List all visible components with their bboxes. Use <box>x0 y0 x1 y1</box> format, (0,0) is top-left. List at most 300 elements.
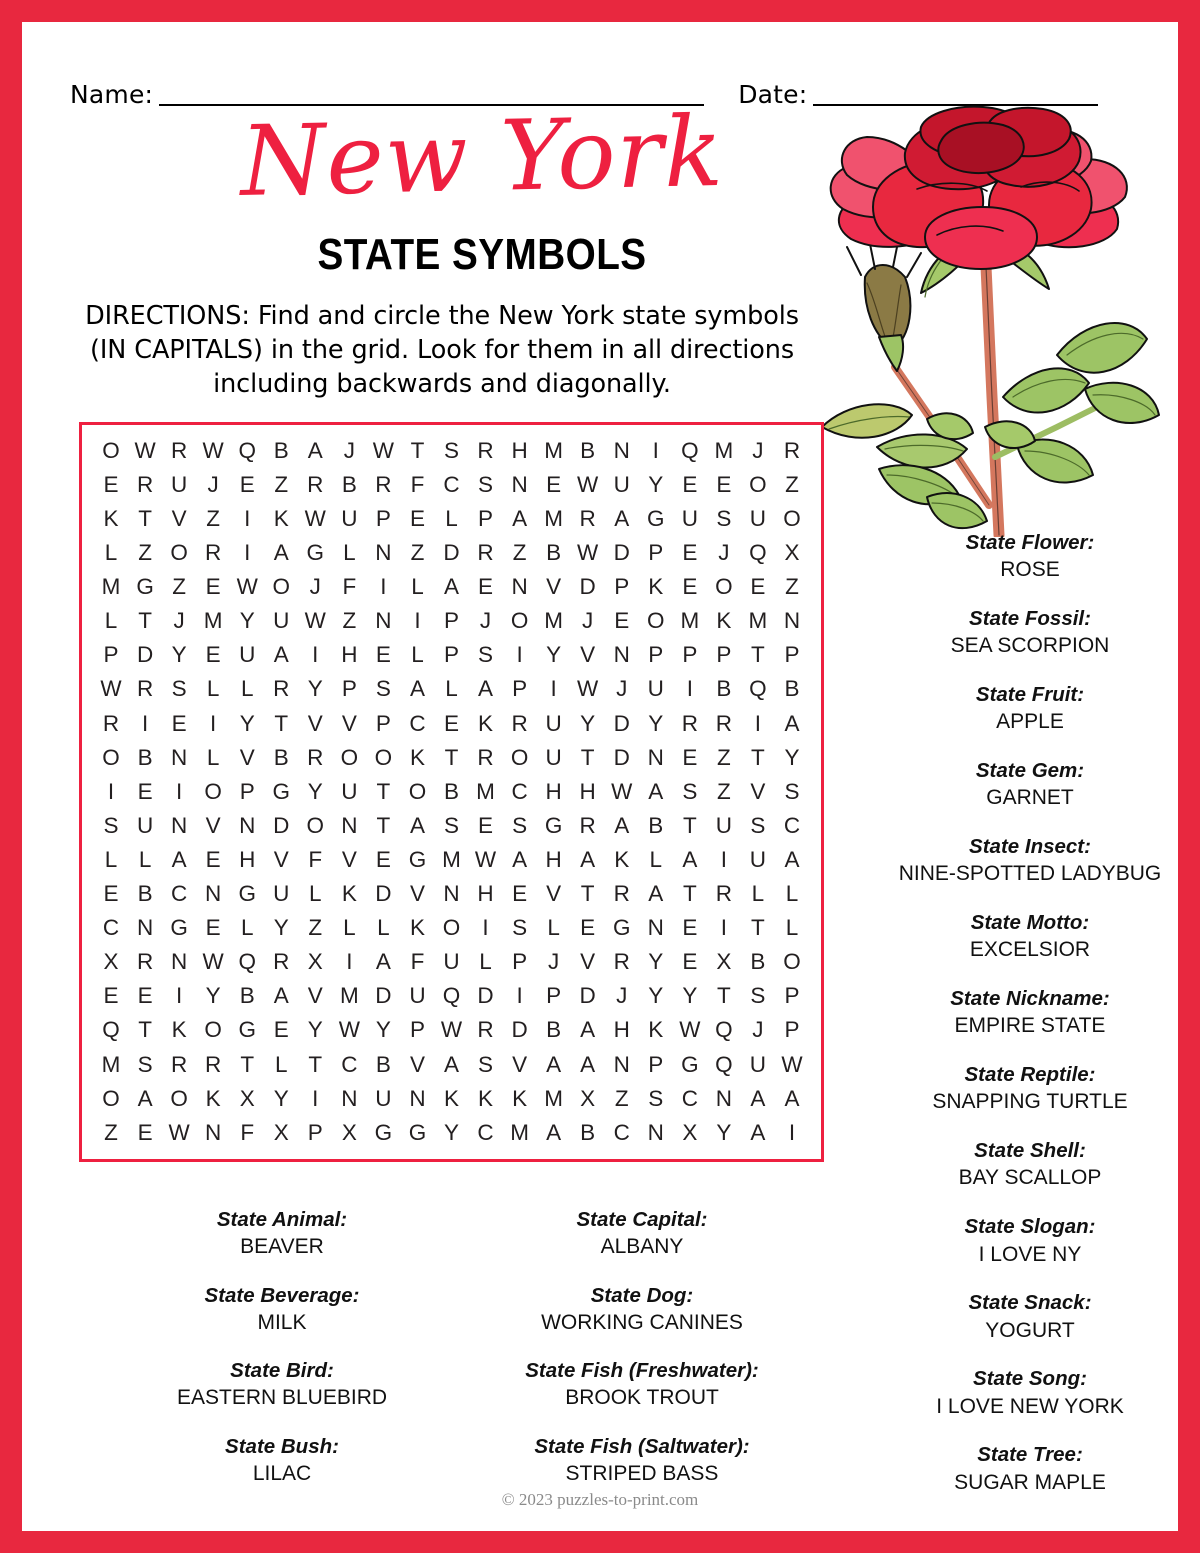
grid-cell-r15-c21[interactable]: L <box>785 915 799 941</box>
grid-cell-r3-c10[interactable]: E <box>409 505 425 531</box>
grid-cell-r19-c6[interactable]: L <box>275 1051 288 1077</box>
grid-cell-r2-c21[interactable]: Z <box>785 471 799 497</box>
word-list-answer[interactable]: EASTERN BLUEBIRD <box>176 1386 388 1410</box>
grid-cell-r12-c4[interactable]: V <box>205 812 221 838</box>
grid-cell-r2-c2[interactable]: R <box>136 471 154 497</box>
grid-cell-r18-c9[interactable]: Y <box>375 1017 391 1043</box>
grid-cell-r18-c11[interactable]: W <box>440 1017 463 1043</box>
grid-cell-r17-c15[interactable]: D <box>579 983 596 1009</box>
grid-cell-r14-c14[interactable]: V <box>546 881 562 907</box>
grid-cell-r19-c16[interactable]: N <box>613 1051 630 1077</box>
grid-cell-r10-c16[interactable]: D <box>613 744 630 770</box>
word-search-grid[interactable] <box>94 434 809 1150</box>
grid-cell-r9-c15[interactable]: Y <box>580 710 596 736</box>
grid-cell-r16-c5[interactable]: Q <box>238 949 256 975</box>
grid-cell-r5-c16[interactable]: P <box>614 574 630 600</box>
grid-cell-r5-c8[interactable]: F <box>342 574 357 600</box>
grid-cell-r20-c15[interactable]: X <box>580 1085 596 1111</box>
grid-cell-r8-c12[interactable]: A <box>478 676 494 702</box>
grid-cell-r21-c19[interactable]: Y <box>716 1119 732 1145</box>
grid-cell-r8-c9[interactable]: S <box>375 676 391 702</box>
grid-cell-r10-c6[interactable]: B <box>273 744 289 770</box>
grid-cell-r17-c9[interactable]: D <box>375 983 392 1009</box>
grid-cell-r14-c1[interactable]: E <box>103 881 119 907</box>
grid-cell-r21-c21[interactable]: I <box>788 1119 796 1145</box>
grid-cell-r19-c3[interactable]: R <box>170 1051 188 1077</box>
grid-cell-r9-c16[interactable]: D <box>613 710 630 736</box>
grid-cell-r5-c13[interactable]: N <box>511 574 528 600</box>
grid-cell-r11-c12[interactable]: M <box>476 778 495 804</box>
grid-cell-r18-c20[interactable]: J <box>752 1017 764 1043</box>
grid-cell-r4-c3[interactable]: O <box>170 540 188 566</box>
grid-cell-r9-c21[interactable]: A <box>784 710 800 736</box>
grid-cell-r6-c17[interactable]: O <box>647 608 665 634</box>
grid-cell-r15-c3[interactable]: G <box>170 915 188 941</box>
grid-cell-r20-c17[interactable]: S <box>648 1085 664 1111</box>
grid-cell-r19-c2[interactable]: S <box>137 1051 153 1077</box>
grid-cell-r17-c6[interactable]: A <box>273 983 289 1009</box>
grid-cell-r12-c5[interactable]: N <box>239 812 256 838</box>
grid-cell-r3-c7[interactable]: W <box>304 505 326 531</box>
grid-cell-r9-c17[interactable]: Y <box>648 710 664 736</box>
grid-cell-r14-c5[interactable]: G <box>238 881 256 907</box>
grid-cell-r16-c12[interactable]: L <box>479 949 492 975</box>
grid-cell-r18-c15[interactable]: A <box>580 1017 596 1043</box>
grid-cell-r17-c4[interactable]: Y <box>205 983 221 1009</box>
grid-cell-r19-c17[interactable]: P <box>648 1051 664 1077</box>
grid-cell-r8-c5[interactable]: L <box>240 676 254 702</box>
grid-cell-r3-c9[interactable]: P <box>375 505 391 531</box>
grid-cell-r2-c4[interactable]: J <box>207 471 219 497</box>
word-list-answer[interactable]: NINE-SPOTTED LADYBUG <box>898 862 1162 886</box>
grid-cell-r17-c21[interactable]: P <box>784 983 800 1009</box>
grid-cell-r1-c6[interactable]: B <box>273 437 289 463</box>
grid-cell-r6-c8[interactable]: Z <box>342 608 357 634</box>
grid-cell-r11-c11[interactable]: B <box>443 778 459 804</box>
grid-cell-r2-c18[interactable]: E <box>682 471 698 497</box>
grid-cell-r17-c14[interactable]: P <box>546 983 562 1009</box>
grid-cell-r8-c1[interactable]: W <box>100 676 122 702</box>
grid-cell-r11-c18[interactable]: S <box>682 778 698 804</box>
grid-cell-r16-c21[interactable]: O <box>783 949 801 975</box>
grid-cell-r3-c4[interactable]: Z <box>206 505 221 531</box>
grid-cell-r13-c17[interactable]: L <box>649 846 663 872</box>
grid-cell-r4-c21[interactable]: X <box>784 540 800 566</box>
grid-cell-r6-c15[interactable]: J <box>582 608 594 634</box>
grid-cell-r9-c1[interactable]: R <box>102 710 120 736</box>
word-list-answer[interactable]: MILK <box>257 1310 307 1334</box>
grid-cell-r9-c19[interactable]: R <box>715 710 732 736</box>
grid-cell-r1-c18[interactable]: Q <box>681 437 699 463</box>
grid-cell-r15-c11[interactable]: O <box>442 915 461 941</box>
grid-cell-r6-c6[interactable]: U <box>273 608 290 634</box>
grid-cell-r18-c2[interactable]: T <box>138 1017 152 1043</box>
grid-cell-r6-c14[interactable]: M <box>544 608 563 634</box>
grid-cell-r1-c14[interactable]: M <box>544 437 563 463</box>
grid-cell-r21-c8[interactable]: X <box>341 1119 357 1145</box>
grid-cell-r15-c9[interactable]: L <box>377 915 390 941</box>
grid-cell-r20-c3[interactable]: O <box>170 1085 188 1111</box>
grid-cell-r3-c12[interactable]: P <box>478 505 494 531</box>
grid-cell-r13-c7[interactable]: F <box>308 846 323 872</box>
grid-cell-r12-c7[interactable]: O <box>306 812 325 838</box>
grid-cell-r7-c9[interactable]: E <box>375 642 391 668</box>
grid-cell-r6-c7[interactable]: W <box>304 608 326 634</box>
grid-cell-r13-c1[interactable]: L <box>104 846 118 872</box>
grid-cell-r1-c21[interactable]: R <box>783 437 801 463</box>
grid-cell-r19-c4[interactable]: R <box>205 1051 222 1077</box>
word-list-answer[interactable]: APPLE <box>996 710 1064 734</box>
grid-cell-r1-c12[interactable]: R <box>477 437 494 463</box>
word-list-answer[interactable]: ROSE <box>1000 558 1060 582</box>
grid-cell-r4-c10[interactable]: Z <box>410 540 425 566</box>
grid-cell-r1-c2[interactable]: W <box>134 437 156 463</box>
grid-cell-r13-c18[interactable]: A <box>682 846 698 872</box>
grid-cell-r14-c7[interactable]: L <box>309 881 322 907</box>
grid-cell-r13-c2[interactable]: L <box>138 846 152 872</box>
grid-cell-r18-c5[interactable]: G <box>238 1017 256 1043</box>
grid-cell-r11-c9[interactable]: T <box>376 778 391 804</box>
grid-cell-r13-c21[interactable]: A <box>784 846 800 872</box>
grid-cell-r15-c8[interactable]: L <box>343 915 356 941</box>
grid-cell-r8-c6[interactable]: R <box>273 676 290 702</box>
grid-cell-r9-c14[interactable]: U <box>545 710 562 736</box>
grid-cell-r5-c4[interactable]: E <box>205 574 221 600</box>
grid-cell-r16-c16[interactable]: R <box>613 949 630 975</box>
grid-cell-r7-c13[interactable]: I <box>516 642 523 668</box>
grid-cell-r9-c6[interactable]: T <box>274 710 289 736</box>
grid-cell-r15-c6[interactable]: Y <box>273 915 289 941</box>
grid-cell-r17-c10[interactable]: U <box>409 983 426 1009</box>
grid-cell-r10-c9[interactable]: O <box>374 744 393 770</box>
grid-cell-r15-c16[interactable]: G <box>612 915 631 941</box>
grid-cell-r9-c4[interactable]: I <box>210 710 217 736</box>
grid-cell-r16-c6[interactable]: R <box>273 949 290 975</box>
grid-cell-r15-c4[interactable]: E <box>205 915 221 941</box>
grid-cell-r4-c17[interactable]: P <box>648 540 664 566</box>
grid-cell-r10-c20[interactable]: T <box>751 744 765 770</box>
grid-cell-r1-c15[interactable]: B <box>580 437 596 463</box>
grid-cell-r19-c11[interactable]: A <box>443 1051 459 1077</box>
grid-cell-r11-c2[interactable]: E <box>137 778 153 804</box>
grid-cell-r12-c13[interactable]: S <box>512 812 528 838</box>
grid-cell-r12-c16[interactable]: A <box>614 812 630 838</box>
grid-cell-r1-c11[interactable]: S <box>443 437 459 463</box>
grid-cell-r21-c15[interactable]: B <box>580 1119 596 1145</box>
grid-cell-r7-c14[interactable]: Y <box>546 642 562 668</box>
word-list-answer[interactable]: BAY SCALLOP <box>958 1166 1102 1190</box>
grid-cell-r8-c4[interactable]: L <box>206 676 220 702</box>
grid-cell-r21-c4[interactable]: N <box>205 1119 222 1145</box>
grid-cell-r3-c21[interactable]: O <box>783 505 801 531</box>
grid-cell-r4-c6[interactable]: A <box>273 540 289 566</box>
grid-cell-r15-c19[interactable]: I <box>720 915 727 941</box>
grid-cell-r17-c13[interactable]: I <box>516 983 523 1009</box>
grid-cell-r4-c15[interactable]: W <box>577 540 599 566</box>
grid-cell-r5-c11[interactable]: A <box>443 574 459 600</box>
grid-cell-r6-c9[interactable]: N <box>375 608 392 634</box>
grid-cell-r5-c3[interactable]: Z <box>172 574 186 600</box>
grid-cell-r4-c5[interactable]: I <box>244 540 251 566</box>
grid-cell-r6-c12[interactable]: J <box>479 608 492 634</box>
grid-cell-r20-c6[interactable]: Y <box>273 1085 289 1111</box>
grid-cell-r18-c1[interactable]: Q <box>102 1017 120 1043</box>
grid-cell-r8-c21[interactable]: B <box>784 676 800 702</box>
grid-cell-r8-c20[interactable]: Q <box>749 676 767 702</box>
grid-cell-r5-c14[interactable]: V <box>546 574 562 600</box>
grid-cell-r19-c20[interactable]: U <box>749 1051 767 1077</box>
grid-cell-r8-c2[interactable]: R <box>136 676 154 702</box>
grid-cell-r21-c17[interactable]: N <box>647 1119 664 1145</box>
word-list-answer[interactable]: BROOK TROUT <box>565 1386 719 1410</box>
grid-cell-r9-c9[interactable]: P <box>375 710 391 736</box>
grid-cell-r14-c12[interactable]: H <box>477 881 494 907</box>
grid-cell-r14-c18[interactable]: T <box>682 881 697 907</box>
grid-cell-r11-c21[interactable]: S <box>784 778 800 804</box>
grid-cell-r19-c19[interactable]: Q <box>715 1051 733 1077</box>
grid-cell-r3-c5[interactable]: I <box>244 505 251 531</box>
grid-cell-r12-c21[interactable]: C <box>783 812 801 838</box>
grid-cell-r10-c2[interactable]: B <box>137 744 153 770</box>
grid-cell-r3-c11[interactable]: L <box>445 505 458 531</box>
grid-cell-r7-c3[interactable]: Y <box>171 642 187 668</box>
grid-cell-r14-c9[interactable]: D <box>375 881 392 907</box>
grid-cell-r3-c20[interactable]: U <box>749 505 767 531</box>
grid-cell-r17-c16[interactable]: J <box>616 983 628 1009</box>
grid-cell-r21-c2[interactable]: E <box>137 1119 153 1145</box>
grid-cell-r1-c9[interactable]: W <box>372 437 395 463</box>
grid-cell-r18-c17[interactable]: K <box>648 1017 664 1043</box>
grid-cell-r14-c17[interactable]: A <box>648 881 664 907</box>
grid-cell-r1-c17[interactable]: I <box>652 437 659 463</box>
grid-cell-r1-c10[interactable]: T <box>410 437 425 463</box>
grid-cell-r12-c9[interactable]: T <box>376 812 391 838</box>
grid-cell-r8-c13[interactable]: P <box>512 676 528 702</box>
grid-cell-r6-c5[interactable]: Y <box>239 608 255 634</box>
grid-cell-r10-c3[interactable]: N <box>170 744 188 770</box>
grid-cell-r8-c19[interactable]: B <box>716 676 732 702</box>
word-list-answer[interactable]: I LOVE NY <box>978 1242 1082 1266</box>
grid-cell-r13-c15[interactable]: A <box>580 846 596 872</box>
grid-cell-r6-c2[interactable]: T <box>138 608 152 634</box>
grid-cell-r9-c3[interactable]: E <box>171 710 187 736</box>
grid-cell-r11-c13[interactable]: C <box>511 778 528 804</box>
grid-cell-r8-c10[interactable]: A <box>409 676 425 702</box>
word-list-answer[interactable]: LILAC <box>252 1461 312 1485</box>
grid-cell-r6-c1[interactable]: L <box>104 608 118 634</box>
grid-cell-r10-c13[interactable]: O <box>510 744 529 770</box>
grid-cell-r16-c18[interactable]: E <box>682 949 698 975</box>
grid-cell-r13-c14[interactable]: H <box>545 846 562 872</box>
grid-cell-r2-c12[interactable]: S <box>478 471 494 497</box>
grid-cell-r19-c10[interactable]: V <box>409 1051 425 1077</box>
grid-cell-r3-c13[interactable]: A <box>512 505 528 531</box>
grid-cell-r21-c14[interactable]: A <box>546 1119 562 1145</box>
grid-cell-r20-c19[interactable]: N <box>715 1085 732 1111</box>
word-list-answer[interactable]: SNAPPING TURTLE <box>932 1090 1128 1114</box>
grid-cell-r8-c17[interactable]: U <box>647 676 664 702</box>
grid-cell-r14-c10[interactable]: V <box>409 881 425 907</box>
grid-cell-r21-c7[interactable]: P <box>307 1119 323 1145</box>
grid-cell-r10-c17[interactable]: N <box>647 744 664 770</box>
grid-cell-r14-c3[interactable]: C <box>170 881 188 907</box>
grid-cell-r13-c3[interactable]: A <box>171 846 187 872</box>
grid-cell-r12-c10[interactable]: A <box>409 812 425 838</box>
grid-cell-r18-c19[interactable]: Q <box>715 1017 733 1043</box>
word-list-answer[interactable]: YOGURT <box>985 1318 1075 1342</box>
grid-cell-r4-c8[interactable]: L <box>343 540 356 566</box>
grid-cell-r18-c18[interactable]: W <box>679 1017 701 1043</box>
grid-cell-r17-c17[interactable]: Y <box>648 983 664 1009</box>
grid-cell-r7-c15[interactable]: V <box>580 642 596 668</box>
grid-cell-r2-c20[interactable]: O <box>749 471 767 497</box>
grid-cell-r7-c18[interactable]: P <box>682 642 698 668</box>
grid-cell-r16-c13[interactable]: P <box>512 949 528 975</box>
grid-cell-r1-c19[interactable]: M <box>714 437 734 463</box>
grid-cell-r6-c21[interactable]: N <box>783 608 801 634</box>
grid-cell-r18-c10[interactable]: P <box>409 1017 425 1043</box>
grid-cell-r2-c14[interactable]: E <box>546 471 562 497</box>
grid-cell-r13-c9[interactable]: E <box>375 846 391 872</box>
grid-cell-r5-c5[interactable]: W <box>236 574 258 600</box>
grid-cell-r17-c7[interactable]: V <box>307 983 323 1009</box>
grid-cell-r2-c16[interactable]: U <box>613 471 630 497</box>
grid-cell-r10-c15[interactable]: T <box>580 744 595 770</box>
grid-cell-r15-c15[interactable]: E <box>580 915 596 941</box>
word-list-answer[interactable]: STRIPED BASS <box>565 1461 719 1485</box>
grid-cell-r13-c10[interactable]: G <box>408 846 427 872</box>
grid-cell-r11-c3[interactable]: I <box>175 778 183 804</box>
grid-cell-r17-c1[interactable]: E <box>103 983 119 1009</box>
grid-cell-r3-c8[interactable]: U <box>341 505 358 531</box>
grid-cell-r16-c2[interactable]: R <box>136 949 154 975</box>
grid-cell-r12-c12[interactable]: E <box>478 812 494 838</box>
grid-cell-r15-c7[interactable]: Z <box>308 915 323 941</box>
grid-cell-r17-c5[interactable]: B <box>239 983 255 1009</box>
grid-cell-r10-c18[interactable]: E <box>682 744 698 770</box>
grid-cell-r8-c14[interactable]: I <box>550 676 557 702</box>
grid-cell-r18-c14[interactable]: B <box>546 1017 562 1043</box>
grid-cell-r3-c15[interactable]: R <box>579 505 596 531</box>
grid-cell-r7-c2[interactable]: D <box>136 642 154 668</box>
grid-cell-r3-c6[interactable]: K <box>273 505 289 531</box>
grid-cell-r7-c21[interactable]: P <box>784 642 800 668</box>
grid-cell-r1-c5[interactable]: Q <box>238 437 256 463</box>
grid-cell-r21-c18[interactable]: X <box>682 1119 698 1145</box>
grid-cell-r6-c3[interactable]: J <box>173 608 185 634</box>
grid-cell-r2-c10[interactable]: F <box>410 471 425 497</box>
grid-cell-r1-c13[interactable]: H <box>511 437 528 463</box>
grid-cell-r10-c11[interactable]: T <box>444 744 459 770</box>
grid-cell-r15-c10[interactable]: K <box>409 915 425 941</box>
grid-cell-r20-c11[interactable]: K <box>443 1085 459 1111</box>
word-list-answer[interactable]: BEAVER <box>240 1235 324 1259</box>
grid-cell-r18-c16[interactable]: H <box>613 1017 630 1043</box>
grid-cell-r10-c5[interactable]: V <box>239 744 255 770</box>
grid-cell-r20-c7[interactable]: I <box>312 1085 319 1111</box>
grid-cell-r12-c3[interactable]: N <box>170 812 188 838</box>
grid-cell-r13-c8[interactable]: V <box>341 846 357 872</box>
grid-cell-r8-c16[interactable]: J <box>616 676 628 702</box>
grid-cell-r17-c12[interactable]: D <box>477 983 494 1009</box>
grid-cell-r17-c18[interactable]: Y <box>682 983 698 1009</box>
grid-cell-r13-c6[interactable]: V <box>273 846 289 872</box>
grid-cell-r11-c10[interactable]: O <box>408 778 427 804</box>
grid-cell-r2-c15[interactable]: W <box>577 471 599 497</box>
grid-cell-r13-c11[interactable]: M <box>442 846 461 872</box>
grid-cell-r11-c17[interactable]: A <box>648 778 664 804</box>
grid-cell-r4-c19[interactable]: J <box>718 540 730 566</box>
grid-cell-r5-c21[interactable]: Z <box>785 574 799 600</box>
grid-cell-r20-c8[interactable]: N <box>341 1085 358 1111</box>
grid-cell-r18-c8[interactable]: W <box>338 1017 360 1043</box>
grid-cell-r21-c11[interactable]: Y <box>443 1119 459 1145</box>
grid-cell-r21-c9[interactable]: G <box>374 1119 393 1145</box>
grid-cell-r20-c10[interactable]: N <box>409 1085 426 1111</box>
grid-cell-r11-c20[interactable]: V <box>750 778 766 804</box>
grid-cell-r6-c11[interactable]: P <box>443 608 459 634</box>
grid-cell-r5-c19[interactable]: O <box>715 574 733 600</box>
grid-cell-r5-c20[interactable]: E <box>750 574 766 600</box>
grid-cell-r12-c15[interactable]: R <box>579 812 596 838</box>
grid-cell-r15-c1[interactable]: C <box>102 915 120 941</box>
grid-cell-r3-c3[interactable]: V <box>171 505 187 531</box>
grid-cell-r10-c8[interactable]: O <box>340 744 359 770</box>
grid-cell-r14-c2[interactable]: B <box>137 881 153 907</box>
grid-cell-r7-c17[interactable]: P <box>648 642 664 668</box>
word-search-grid-container[interactable] <box>79 422 824 1162</box>
grid-cell-r13-c4[interactable]: E <box>205 846 221 872</box>
grid-cell-r15-c12[interactable]: I <box>482 915 489 941</box>
grid-cell-r20-c21[interactable]: A <box>784 1085 800 1111</box>
word-list-answer[interactable]: ALBANY <box>600 1235 684 1259</box>
grid-cell-r21-c20[interactable]: A <box>750 1119 766 1145</box>
grid-cell-r15-c14[interactable]: L <box>547 915 560 941</box>
grid-cell-r2-c9[interactable]: R <box>375 471 392 497</box>
grid-cell-r14-c13[interactable]: E <box>512 881 528 907</box>
grid-cell-r9-c7[interactable]: V <box>307 710 323 736</box>
grid-cell-r17-c11[interactable]: Q <box>442 983 461 1009</box>
grid-cell-r3-c1[interactable]: K <box>103 505 119 531</box>
grid-cell-r10-c19[interactable]: Z <box>716 744 731 770</box>
grid-cell-r8-c18[interactable]: I <box>686 676 693 702</box>
grid-cell-r19-c18[interactable]: G <box>681 1051 699 1077</box>
grid-cell-r11-c16[interactable]: W <box>611 778 633 804</box>
grid-cell-r10-c21[interactable]: Y <box>784 744 800 770</box>
grid-cell-r18-c21[interactable]: P <box>784 1017 800 1043</box>
grid-cell-r17-c3[interactable]: I <box>175 983 183 1009</box>
grid-cell-r5-c10[interactable]: L <box>411 574 424 600</box>
grid-cell-r11-c7[interactable]: Y <box>307 778 323 804</box>
grid-cell-r10-c14[interactable]: U <box>545 744 562 770</box>
grid-cell-r5-c17[interactable]: K <box>648 574 664 600</box>
grid-cell-r6-c13[interactable]: O <box>510 608 529 634</box>
grid-cell-r11-c14[interactable]: H <box>545 778 562 804</box>
grid-cell-r16-c11[interactable]: U <box>443 949 460 975</box>
grid-cell-r1-c8[interactable]: J <box>343 437 355 463</box>
grid-cell-r7-c8[interactable]: H <box>341 642 358 668</box>
grid-cell-r15-c20[interactable]: T <box>751 915 765 941</box>
grid-cell-r5-c6[interactable]: O <box>272 574 291 600</box>
grid-cell-r20-c4[interactable]: K <box>205 1085 221 1111</box>
grid-cell-r18-c12[interactable]: R <box>477 1017 494 1043</box>
grid-cell-r9-c11[interactable]: E <box>443 710 459 736</box>
grid-cell-r5-c12[interactable]: E <box>478 574 494 600</box>
word-list-answer[interactable]: WORKING CANINES <box>541 1310 743 1334</box>
grid-cell-r4-c14[interactable]: B <box>546 540 562 566</box>
grid-cell-r18-c6[interactable]: E <box>273 1017 289 1043</box>
grid-cell-r7-c11[interactable]: P <box>443 642 459 668</box>
